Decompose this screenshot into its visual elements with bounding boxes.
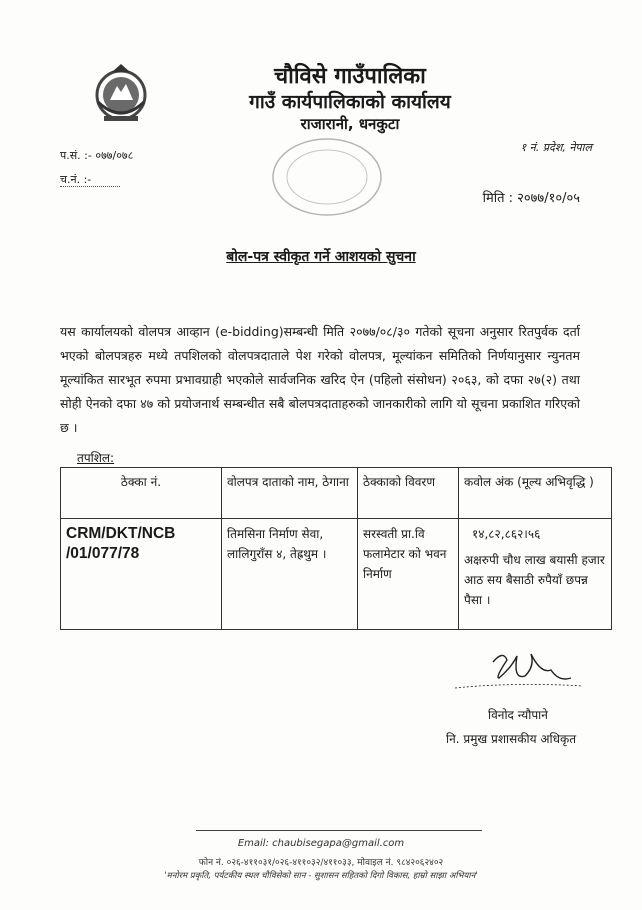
signatory-designation: नि. प्रमुख प्रशासकीय अधिकृत <box>446 732 577 746</box>
notice-date: मिति : २०७७/१०/०५ <box>482 191 580 206</box>
dispatch-number: च.नं. :- <box>60 173 92 186</box>
notice-body: यस कार्यालयको वोलपत्र आव्हान (e-bidding)सम्बन्धी मिति २०७७/०८/३० गतेको सूचना अनुसार रितपुर्वक दर्ता भएको बोलपत्रहरु मध्ये तपशिलको वोलपत्रदाताले पेश गरेको वोलपत्र, मूल्यांकन समितिको निर्णयानुसार न्युनतम मूल्यांकित सारभूत रुपमा प्रभावग्राही भएकोले सार्वजनिक खरिद ऐन (पहिलो संसोधन) २०६३, को दफा २७(२) तथा सोही ऐनको दफा ४७ को प्रयोजनार्थ सम्बन्धीत सबै बोलपत्रदाताहरुको जानकारीको लागि यो सूचना प्रकाशित गरिएको छ । <box>60 324 580 435</box>
contract-description: सरस्वती प्रा.वि फलामेटार को भवन निर्माण <box>358 519 459 630</box>
notice-subject <box>0 247 642 266</box>
signature-icon <box>455 648 585 696</box>
bid-details-table <box>60 467 612 630</box>
bid-amount-cell <box>459 519 612 630</box>
contract-number: CRM/DKT/NCB /01/077/78 <box>61 519 222 630</box>
header-amount: कवोल अंक (मूल्य अभिवृद्धि ) <box>459 468 612 519</box>
office-title: चौविसे गाउँपालिका <box>274 64 426 89</box>
header-contract-no: ठेक्का नं. <box>61 468 222 519</box>
nepal-emblem-icon <box>90 62 152 124</box>
table-row <box>61 519 612 630</box>
details-label: तपशिल: <box>77 451 115 465</box>
header-description: ठेक्काको विवरण <box>358 468 459 519</box>
table-header-row <box>61 468 612 519</box>
bid-amount: १४,८२,८६२।५६ <box>472 527 541 541</box>
bidder-name-address: तिमसिना निर्माण सेवा, लालिगुराँस ४, तेह्रथुम । <box>222 519 358 630</box>
header-bidder: वोलपत्र दाताको नाम, ठेगाना <box>222 468 358 519</box>
province-label: १ नं. प्रदेश, नेपाल <box>520 141 592 154</box>
signatory-name: विनोद न्यौपाने <box>488 708 548 722</box>
notice-subject-text: बोल-पत्र स्वीकृत गर्ने आशयको सुचना <box>226 249 416 265</box>
office-address: राजारानी, धनकुटा <box>300 115 400 133</box>
footer-divider <box>196 830 482 831</box>
dispatch-underline <box>60 186 120 187</box>
bid-amount-words: अक्षरुपी चौध लाख बयासी हजार आठ सय बैसाठी रुपैयाँ छपन्न पैसा । <box>464 553 605 607</box>
office-subtitle: गाउँ कार्यपालिकाको कार्यालय <box>249 91 451 113</box>
reference-number: प.सं. :- ०७७/०७८ <box>60 149 134 162</box>
footer-email: Email: chaubisegapa@gmail.com <box>237 838 405 849</box>
footer-phone: फोन नं. ०२६-४११०३१/०२६-४११०३२/४११०३३, मोवाइल नं. ९८४२०६२४०२ <box>198 858 444 868</box>
office-stamp-icon <box>270 135 385 220</box>
footer-slogan: 'मनोरम प्रकृति, पर्यटकीय स्थल चौविसेको सान - सुशासन सहितको दिगो विकास, हाम्रो साझा अभियान' <box>164 871 478 881</box>
